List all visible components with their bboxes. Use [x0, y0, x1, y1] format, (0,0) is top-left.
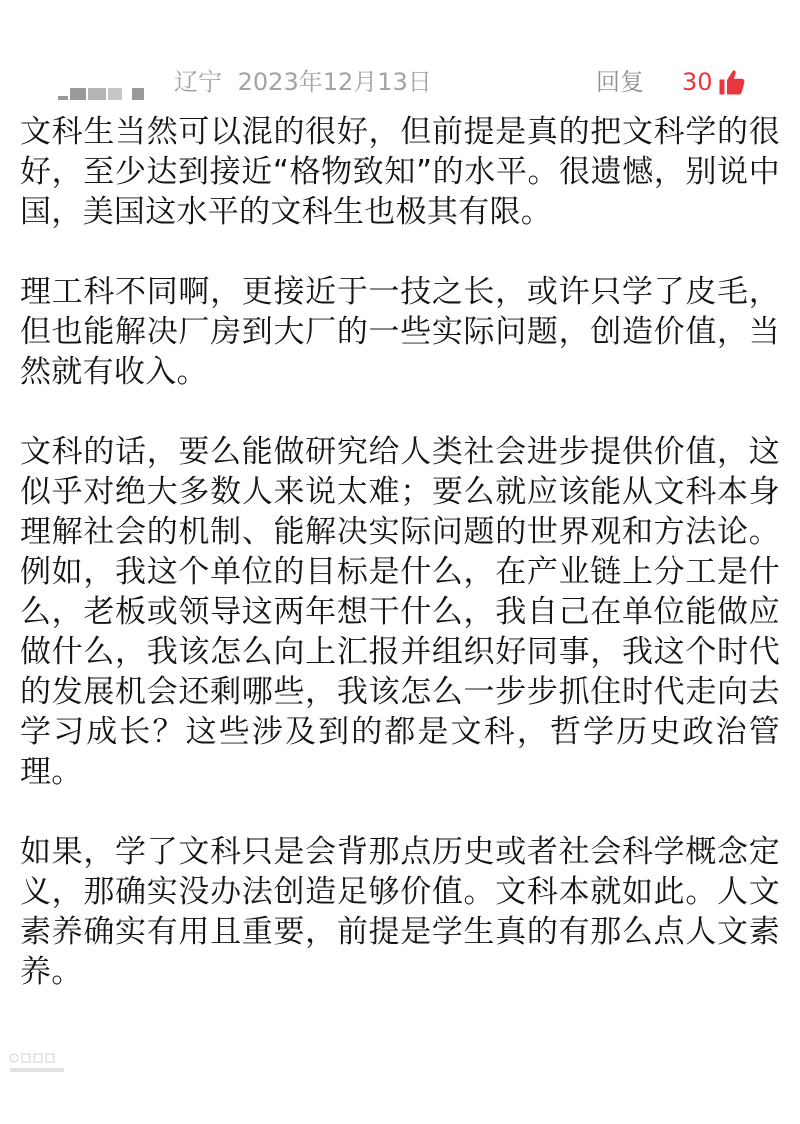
- watermark-icon: [8, 1052, 68, 1080]
- comment-paragraph: 文科生当然可以混的很好，但前提是真的把文科学的很好，至少达到接近“格物致知”的水平。很遗憾，别说中国，美国这水平的文科生也极其有限。: [20, 114, 780, 230]
- comment-paragraph: 理工科不同啊，更接近于一技之长，或许只学了皮毛，但也能解决厂房到大厂的一些实际问题，创造价值，当然就有收入。: [20, 274, 780, 390]
- comment-meta: [174, 66, 432, 98]
- blurred-username: [58, 88, 148, 100]
- comment-paragraph: 文科的话，要么能做研究给人类社会进步提供价值，这似乎对绝大多数人来说太难；要么就应该能从文科本身理解社会的机制、能解决实际问题的世界观和方法论。例如，我这个单位的目标是什么，在产业链上分工是什么，老板或领导这两年想干什么，我自己在单位能做应做什么，我该怎么向上汇报并组织好同事，我这个时代的发展机会还剩哪些，我该怎么一步步抓住时代走向去学习成长？这些涉及到的都是文科，哲学历史政治管理。: [20, 434, 780, 790]
- comment-date: 2023年12月13日: [237, 68, 432, 96]
- reply-button[interactable]: 回复: [596, 68, 644, 96]
- thumbs-up-icon: [717, 67, 747, 97]
- like-count: 30: [682, 68, 713, 96]
- comment-paragraph: 如果，学了文科只是会背那点历史或者社会科学概念定义，那确实没办法创造足够价值。文科本就如此。人文素养确实有用且重要，前提是学生真的有那么点人文素养。: [20, 834, 780, 990]
- location-label: 辽宁: [174, 68, 222, 96]
- comment-body: [20, 112, 780, 1032]
- comment-header: [0, 62, 800, 102]
- like-button[interactable]: [682, 64, 747, 100]
